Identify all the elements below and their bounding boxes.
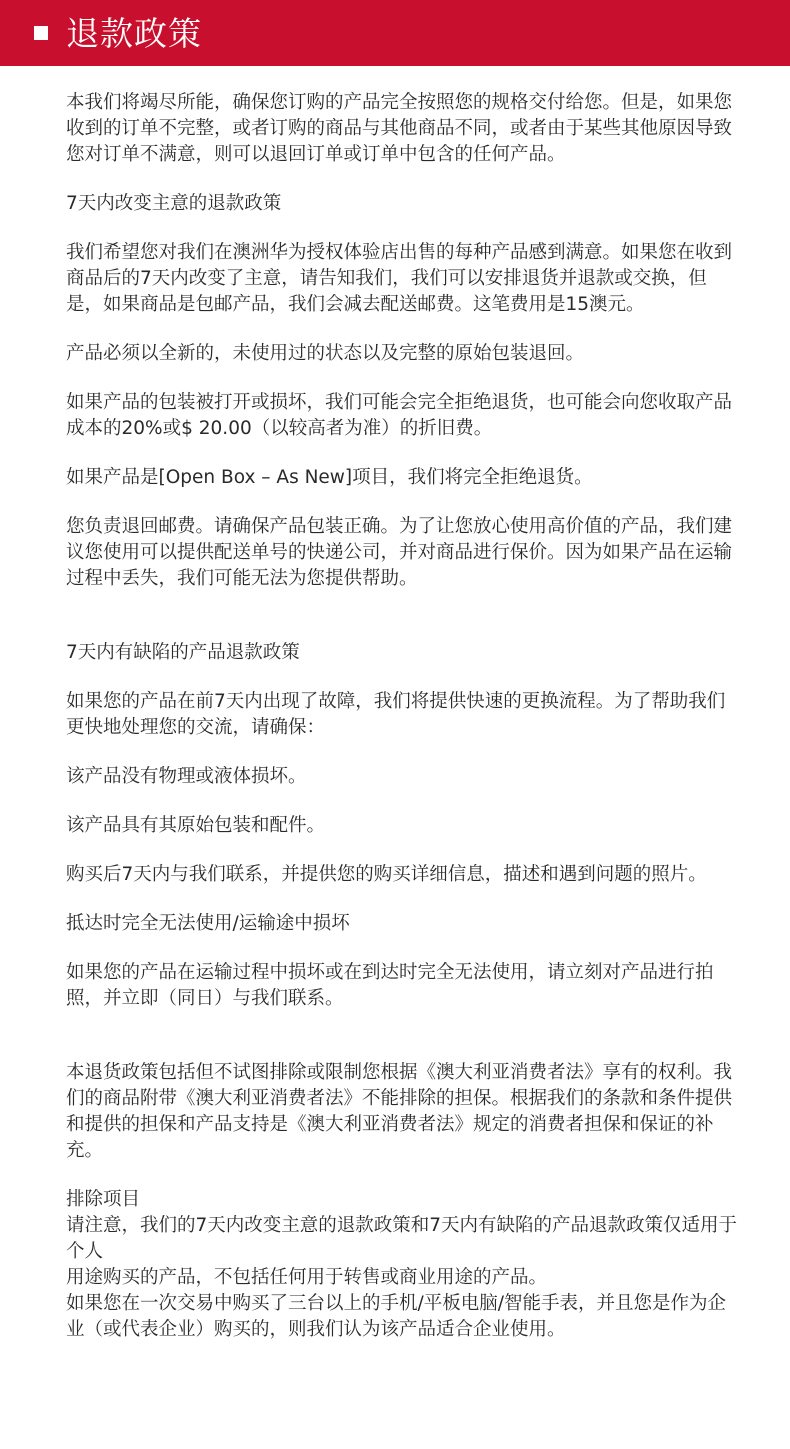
damaged-packaging-paragraph: 如果产品的包装被打开或损坏，我们可能会完全拒绝退货，也可能会向您收取产品成本的20%或$ 20.00（以较高者为准）的折旧费。 bbox=[66, 392, 733, 439]
page-title: 退款政策 bbox=[66, 13, 202, 53]
requirement-packaging: 该产品具有其原始包装和配件。 bbox=[66, 815, 326, 836]
change-of-mind-paragraph: 我们希望您对我们在澳洲华为授权体验店出售的每种产品感到满意。如果您在收到商品后的7天内改变了主意，请告知我们，我们可以安排退货并退款或交换，但是，如果商品是包邮产品，我们会减去配送邮费。这笔费用是15澳元。 bbox=[66, 242, 733, 315]
consumer-law-paragraph: 本退货政策包括但不试图排除或限制您根据《澳大利亚消费者法》享有的权利。我们的商品附带《澳大利亚消费者法》不能排除的担保。根据我们的条款和条件提供和提供的担保和产品支持是《澳大利亚消费者法》规定的消费者担保和保证的补充。 bbox=[66, 1062, 733, 1161]
condition-paragraph: 产品必须以全新的，未使用过的状态以及完整的原始包装退回。 bbox=[66, 343, 585, 364]
return-shipping-paragraph: 您负责退回邮费。请确保产品包装正确。为了让您放心使用高价值的产品，我们建议您使用可以提供配送单号的快递公司，并对商品进行保价。因为如果产品在运输过程中丢失，我们可能无法为您提供帮助。 bbox=[66, 516, 733, 589]
policy-content bbox=[0, 66, 790, 1343]
intro-paragraph: 本我们将竭尽所能，确保您订购的产品完全按照您的规格交付给您。但是，如果您收到的订单不完整，或者订购的商品与其他商品不同，或者由于某些其他原因导致您对订单不满意，则可以退回订单或订单中包含的任何产品。 bbox=[66, 92, 733, 165]
exclusions-paragraph: 排除项目 请注意，我们的7天内改变主意的退款政策和7天内有缺陷的产品退款政策仅适用于个人 用途购买的产品，不包括任何用于转售或商业用途的产品。 如果您在一次交易中购买了三台以上的手机/平板电脑/智能手表，并且您是作为企业（或代表企业）购买的，则我们认为该产品适合企业使用。 bbox=[66, 1189, 738, 1340]
doa-paragraph: 如果您的产品在运输过程中损坏或在到达时完全无法使用，请立刻对产品进行拍照，并立即（同日）与我们联系。 bbox=[66, 962, 714, 1009]
section-heading-change-of-mind: 7天内改变主意的退款政策 bbox=[66, 193, 282, 214]
page-header bbox=[0, 0, 790, 66]
section-heading-defective: 7天内有缺陷的产品退款政策 bbox=[66, 642, 300, 663]
requirement-no-damage: 该产品没有物理或液体损坏。 bbox=[66, 766, 307, 787]
open-box-paragraph: 如果产品是[Open Box – As New]项目，我们将完全拒绝退货。 bbox=[66, 467, 593, 488]
requirement-contact: 购买后7天内与我们联系，并提供您的购买详细信息，描述和遇到问题的照片。 bbox=[66, 864, 707, 885]
section-heading-doa: 抵达时完全无法使用/运输途中损坏 bbox=[66, 913, 350, 934]
square-bullet-icon bbox=[34, 26, 48, 40]
defective-paragraph: 如果您的产品在前7天内出现了故障，我们将提供快速的更换流程。为了帮助我们更快地处理您的交流，请确保： bbox=[66, 691, 726, 738]
